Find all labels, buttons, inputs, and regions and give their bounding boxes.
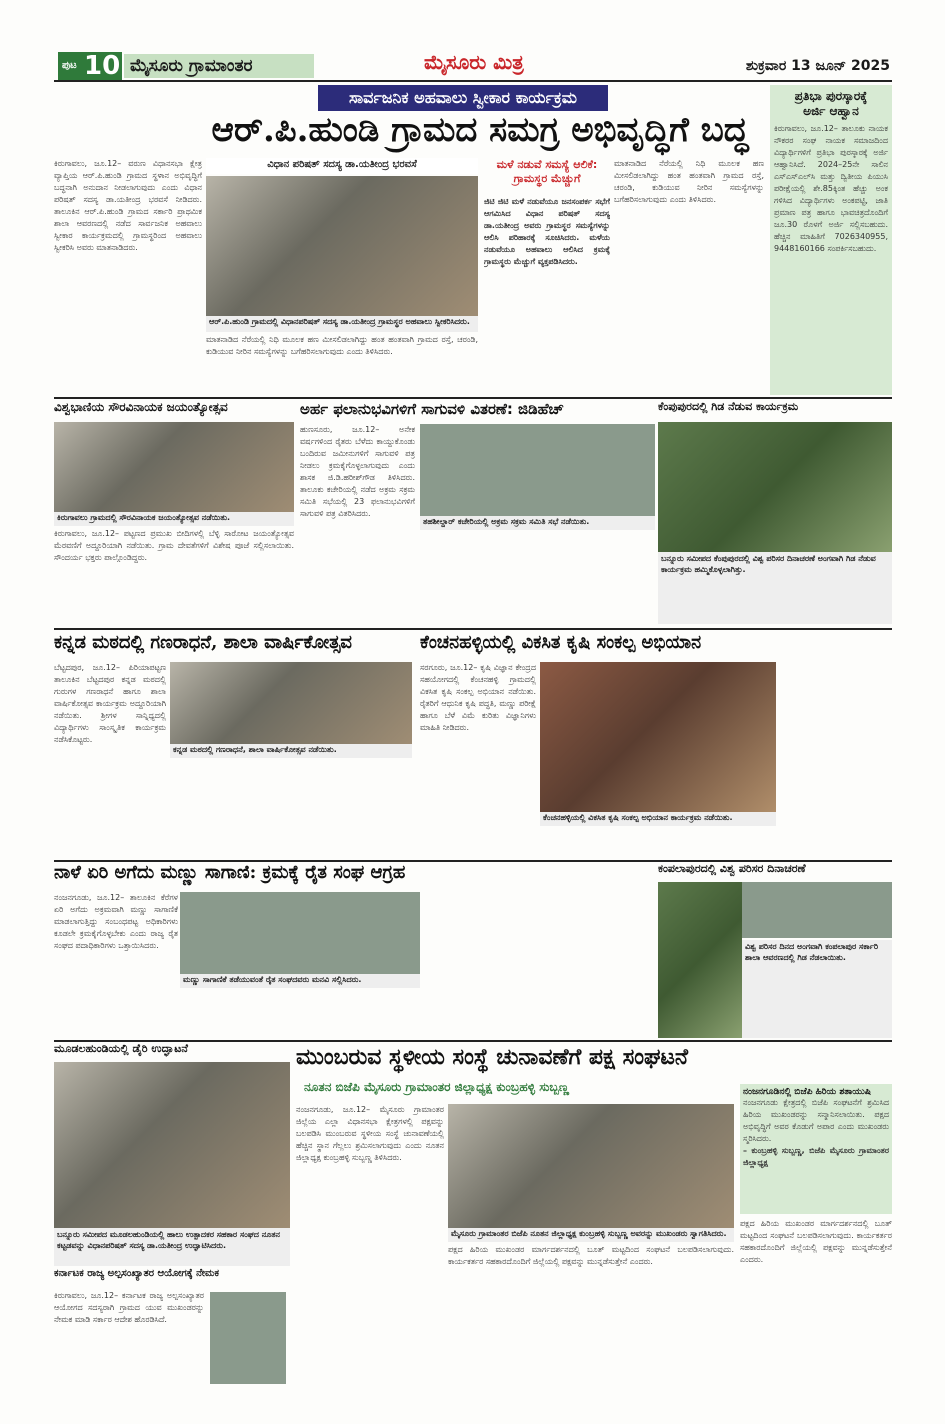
row5-c-subtitle: ನೂತನ ಬಿಜೆಪಿ ಮೈಸೂರು ಗ್ರಾಮಾಂತರ ಜಿಲ್ಲಾಧ್ಯಕ್ಷ ಕುಂಬ್ರಹಳ್ಳಿ ಸುಬ್ಬಣ್ಣ — [304, 1080, 570, 1094]
issue-date: ಶುಕ್ರವಾರ 13 ಜೂನ್ 2025 — [745, 58, 890, 74]
row3-b-photo — [540, 662, 776, 812]
lead-side-body: ಜಿಟಿ ಜಿಟಿ ಮಳೆ ನಡುವೆಯೂ ಜನಸಂಪರ್ಕ ಸಭೆಗೆ ಆಗಮಿಸಿದ ವಿಧಾನ ಪರಿಷತ್ ಸದಸ್ಯ ಡಾ.ಯತೀಂದ್ರ ಅವರು ಗ್ರಾಮಸ್ಥರ ಸಮಸ್ಯೆಗಳನ್ನು ಆಲಿಸಿ ಪರಿಹಾರಕ್ಕೆ ಸೂಚಿಸಿದರು. ಮಳೆಯ ನಡುವೆಯೂ ಅಹವಾಲು ಆಲಿಸಿದ ಕ್ರಮಕ್ಕೆ ಗ್ರಾಮಸ್ಥರು ಮೆಚ್ಚುಗೆ ವ್ಯಕ್ತಪಡಿಸಿದರು. — [484, 197, 610, 266]
row5-d-body-2: ಪಕ್ಷದ ಹಿರಿಯ ಮುಖಂಡರ ಮಾರ್ಗದರ್ಶನದಲ್ಲಿ ಬೂತ್ ಮಟ್ಟದಿಂದ ಸಂಘಟನೆ ಬಲಪಡಿಸಲಾಗುವುದು. ಕಾರ್ಯಕರ್ತರ ಸಹಕಾರದೊಂದಿಗೆ ಜಿಲ್ಲೆಯಲ್ಲಿ ಪಕ್ಷವನ್ನು ಮುನ್ನಡೆಸುತ್ತೇನೆ ಎಂದರು. — [740, 1219, 892, 1264]
row5-d-title: ನಂಜನಗೂಡಿನಲ್ಲಿ ಬಿಜೆಪಿ ಹಿರಿಯ ಶತಾಯುಷಿ — [743, 1087, 871, 1097]
row2-c-title: ಕೆಂಪುಪುರದಲ್ಲಿ ಗಿಡ ನೆಡುವ ಕಾರ್ಯಕ್ರಮ — [658, 400, 799, 413]
row3-b-title: ಕೆಂಚನಹಳ್ಳಿಯಲ್ಲಿ ವಿಕಸಿತ ಕೃಷಿ ಸಂಕಲ್ಪ ಅಭಿಯಾನ — [420, 632, 702, 653]
row5-a-caption: ಬನ್ನೂರು ಸಮೀಪದ ಮೂಡಲಹುಂಡಿಯಲ್ಲಿ ಹಾಲು ಉತ್ಪಾದಕರ ಸಹಕಾರ ಸಂಘದ ನೂತನ ಕಟ್ಟಡವನ್ನು ವಿಧಾನಪರಿಷತ್ ಸದಸ್ಯ ಡಾ.ಯತೀಂದ್ರ ಉದ್ಘಾಟಿಸಿದರು. — [54, 1228, 290, 1266]
row4-b-photo-1 — [658, 882, 742, 1038]
row5-a-title: ಮೂಡಲಹುಂಡಿಯಲ್ಲಿ ಡೈರಿ ಉದ್ಘಾಟನೆ — [54, 1042, 188, 1055]
row3-a-title: ಕನ್ನಡ ಮಠದಲ್ಲಿ ಗಣರಾಧನೆ, ಶಾಲಾ ವಾರ್ಷಿಕೋತ್ಸವ — [54, 632, 352, 653]
lead-side-head: ಮಳೆ ನಡುವೆ ಸಮಸ್ಯೆ ಆಲಿಕೆ: ಗ್ರಾಮಸ್ಥರ ಮೆಚ್ಚುಗೆ — [496, 158, 598, 185]
row5-c-body-2: ಪಕ್ಷದ ಹಿರಿಯ ಮುಖಂಡರ ಮಾರ್ಗದರ್ಶನದಲ್ಲಿ ಬೂತ್ ಮಟ್ಟದಿಂದ ಸಂಘಟನೆ ಬಲಪಡಿಸಲಾಗುವುದು. ಕಾರ್ಯಕರ್ತರ ಸಹಕಾರದೊಂದಿಗೆ ಜಿಲ್ಲೆಯಲ್ಲಿ ಪಕ್ಷವನ್ನು ಮುನ್ನಡೆಸುತ್ತೇನೆ ಎಂದರು. — [448, 1245, 734, 1266]
row4-a-body: ನಂಜನಗೂಡು, ಜೂ.12– ತಾಲೂಕಿನ ಕೆರೆಗಳ ಏರಿ ಅಗೆದು ಅಕ್ರಮವಾಗಿ ಮಣ್ಣು ಸಾಗಾಣಿಕೆ ಮಾಡಲಾಗುತ್ತಿದ್ದು ಸಂಬಂಧಪಟ್ಟ ಅಧಿಕಾರಿಗಳು ಕೂಡಲೇ ಕ್ರಮಕೈಗೊಳ್ಳಬೇಕು ಎಂದು ರಾಜ್ಯ ರೈತ ಸಂಘದ ಪದಾಧಿಕಾರಿಗಳು ಒತ್ತಾಯಿಸಿದರು. — [54, 893, 178, 950]
row3-b-caption: ಕೆಂಚನಹಳ್ಳಿಯಲ್ಲಿ ವಿಕಸಿತ ಕೃಷಿ ಸಂಕಲ್ಪ ಅಭಿಯಾನ ಕಾರ್ಯಕ್ರಮ ನಡೆಯಿತು. — [540, 812, 776, 826]
lead-photo-title: ವಿಧಾನ ಪರಿಷತ್ ಸದಸ್ಯ ಡಾ.ಯತೀಂದ್ರ ಭರವಸೆ — [206, 158, 478, 174]
row2-b-caption: ತಹಶೀಲ್ದಾರ್ ಕಚೇರಿಯಲ್ಲಿ ಅಕ್ರಮ ಸಕ್ರಮ ಸಮಿತಿ ಸಭೆ ನಡೆಯಿತು. — [420, 516, 655, 530]
lead-body-2: ಮಾತನಾಡಿದ ನೆರೆಯಲ್ಲಿ ನಿಧಿ ಮೂಲಕ ಹಣ ಮೀಸಲಿಡಲಾಗಿದ್ದು ಹಂತ ಹಂತವಾಗಿ ಗ್ರಾಮದ ರಸ್ತೆ, ಚರಂಡಿ, ಕುಡಿಯುವ ನೀರಿನ ಸಮಸ್ಯೆಗಳನ್ನು ಬಗೆಹರಿಸಲಾಗುವುದು ಎಂದು ತಿಳಿಸಿದರು. — [206, 335, 478, 356]
award-sidebar — [770, 85, 892, 395]
row2-c-photo — [658, 422, 892, 552]
row2-a-title: ವಿಶ್ವಭಾಣಿಯ ಸೌರವಿನಾಯಕ ಜಯಂತ್ಯೋತ್ಸವ — [54, 400, 228, 414]
row5-d-body: ನಂಜನಗೂಡು ಕ್ಷೇತ್ರದಲ್ಲಿ ಬಿಜೆಪಿ ಸಂಘಟನೆಗೆ ಶ್ರಮಿಸಿದ ಹಿರಿಯ ಮುಖಂಡರನ್ನು ಸನ್ಮಾನಿಸಲಾಯಿತು. ಪಕ್ಷದ ಅಭಿವೃದ್ಧಿಗೆ ಅವರ ಕೊಡುಗೆ ಅಪಾರ ಎಂದು ಮುಖಂಡರು ಸ್ಮರಿಸಿದರು. — [743, 1098, 889, 1143]
row4-a-caption: ಮಣ್ಣು ಸಾಗಾಣಿಕೆ ತಡೆಯುವಂತೆ ರೈತ ಸಂಘದವರು ಮನವಿ ಸಲ್ಲಿಸಿದರು. — [180, 974, 420, 988]
row2-b-body: ಹುಣಸೂರು, ಜೂ.12– ಅನೇಕ ವರ್ಷಗಳಿಂದ ರೈತರು ಬೆಳೆದು ಕಾಯ್ದುಕೊಂಡು ಬಂದಿರುವ ಜಮೀನುಗಳಿಗೆ ಸಾಗುವಳಿ ಪತ್ರ ನೀಡಲು ಕ್ರಮಕೈಗೊಳ್ಳಲಾಗುವುದು ಎಂದು ಶಾಸಕ ಜಿ.ಡಿ.ಹರೀಶ್‌ಗೌಡ ತಿಳಿಸಿದರು. ತಾಲೂಕು ಕಚೇರಿಯಲ್ಲಿ ನಡೆದ ಅಕ್ರಮ ಸಕ್ರಮ ಸಮಿತಿ ಸಭೆಯಲ್ಲಿ 23 ಫಲಾನುಭವಿಗಳಿಗೆ ಸಾಗುವಳಿ ಪತ್ರ ವಿತರಿಸಿದರು. — [300, 425, 415, 518]
lead-side-body-2: ಮಾತನಾಡಿದ ನೆರೆಯಲ್ಲಿ ನಿಧಿ ಮೂಲಕ ಹಣ ಮೀಸಲಿಡಲಾಗಿದ್ದು ಹಂತ ಹಂತವಾಗಿ ಗ್ರಾಮದ ರಸ್ತೆ, ಚರಂಡಿ, ಕುಡಿಯುವ ನೀರಿನ ಸಮಸ್ಯೆಗಳನ್ನು ಬಗೆಹರಿಸಲಾಗುವುದು ಎಂದು ತಿಳಿಸಿದರು. — [614, 159, 764, 204]
page-number: 10 — [84, 52, 121, 80]
row4-a-title: ನಾಳೆ ಏರಿ ಅಗೆದು ಮಣ್ಣು ಸಾಗಾಣಿ: ಕ್ರಮಕ್ಕೆ ರೈತ ಸಂಘ ಆಗ್ರಹ — [54, 862, 406, 883]
masthead-logo: ಮೈಸೂರು ಮಿತ್ರ — [424, 50, 524, 74]
row2-a-caption: ಕಿರುಗಾವಲು ಗ್ರಾಮದಲ್ಲಿ ಸೌರವಿನಾಯಕ ಜಯಂತ್ಯೋತ್ಸವ ನಡೆಯಿತು. — [54, 512, 294, 526]
row2-b-photo — [420, 424, 655, 516]
row5-b-photo — [210, 1292, 286, 1384]
row4-a-photo — [180, 892, 420, 974]
row5-b-body: ಕಿರುಗಾವಲು, ಜೂ.12– ಕರ್ನಾಟಕ ರಾಜ್ಯ ಅಲ್ಪಸಂಖ್ಯಾತರ ಆಯೋಗದ ಸದಸ್ಯರಾಗಿ ಗ್ರಾಮದ ಯುವ ಮುಖಂಡರನ್ನು ನೇಮಕ ಮಾಡಿ ಸರ್ಕಾರ ಆದೇಶ ಹೊರಡಿಸಿದೆ. — [54, 1291, 204, 1324]
row5-a-photo — [54, 1062, 290, 1228]
award-title-2: ಅರ್ಜಿ ಆಹ್ವಾನ — [803, 104, 859, 118]
lead-kicker: ಸಾರ್ವಜನಿಕ ಅಹವಾಲು ಸ್ವೀಕಾರ ಕಾರ್ಯಕ್ರಮ — [318, 85, 608, 111]
row2-a-photo — [54, 422, 294, 512]
row5-c-photo — [448, 1104, 734, 1228]
row2-a-body: ಕಿರುಗಾವಲು, ಜೂ.12– ಪಟ್ಟಣದ ಪ್ರಮುಖ ಬೀದಿಗಳಲ್ಲಿ ಬೆಳ್ಳಿ ಸಾರೋಟ ಜಯಂತ್ಯೋತ್ಸವ ಮೆರವಣಿಗೆ ಅದ್ದೂರಿಯಾಗಿ ನಡೆಯಿತು. ಗ್ರಾಮ ದೇವತೆಗಳಿಗೆ ವಿಶೇಷ ಪೂಜೆ ಸಲ್ಲಿಸಲಾಯಿತು. ಸೌಂದರ್ಯ ಭಕ್ತರು ಪಾಲ್ಗೊಂಡಿದ್ದರು. — [54, 529, 294, 562]
row5-d-quote: – ಕುಂಬ್ರಹಳ್ಳಿ ಸುಬ್ಬಣ್ಣ, ಬಿಜೆಪಿ ಮೈಸೂರು ಗ್ರಾಮಾಂತರ ಜಿಲ್ಲಾಧ್ಯಕ್ಷ — [743, 1146, 889, 1167]
row3-a-photo — [170, 662, 412, 744]
lead-body: ಕಿರುಗಾವಲು, ಜೂ.12– ವರುಣ ವಿಧಾನಸಭಾ ಕ್ಷೇತ್ರ ವ್ಯಾಪ್ತಿಯ ಆರ್.ಪಿ.ಹುಂಡಿ ಗ್ರಾಮದ ಸ್ಥಳಾನ ಅಭಿವೃದ್ಧಿಗೆ ಬದ್ಧನಾಗಿ ಅನುದಾನ ನೀಡಲಾಗುವುದು ಎಂದು ವಿಧಾನ ಪರಿಷತ್ ಸದಸ್ಯ ಡಾ.ಯತೀಂದ್ರ ಭರವಸೆ ನೀಡಿದರು. ತಾಲೂಕಿನ ಆರ್.ಪಿ.ಹುಂಡಿ ಗ್ರಾಮದ ಸರ್ಕಾರಿ ಪ್ರಾಥಮಿಕ ಶಾಲಾ ಆವರಣದಲ್ಲಿ ನಡೆದ ಸಾರ್ವಜನಿಕ ಅಹವಾಲು ಸ್ವೀಕಾರ ಕಾರ್ಯಕ್ರಮದಲ್ಲಿ ಗ್ರಾಮಸ್ಥರಿಂದ ಅಹವಾಲು ಸ್ವೀಕರಿಸಿ ಅವರು ಮಾತನಾಡಿದರು. — [54, 159, 202, 252]
lead-photo-caption: ಆರ್.ಪಿ.ಹುಂಡಿ ಗ್ರಾಮದಲ್ಲಿ ವಿಧಾನಪರಿಷತ್ ಸದಸ್ಯ ಡಾ.ಯತೀಂದ್ರ ಗ್ರಾಮಸ್ಥರ ಅಹವಾಲು ಸ್ವೀಕರಿಸಿದರು. — [206, 316, 478, 332]
section-title: ಮೈಸೂರು ಗ್ರಾಮಾಂತರ — [124, 54, 314, 78]
row3-a-body: ಬೆಟ್ಟದಪುರ, ಜೂ.12– ಪಿರಿಯಾಪಟ್ಟಣ ತಾಲೂಕಿನ ಬೆಟ್ಟದಪುರ ಕನ್ನಡ ಮಠದಲ್ಲಿ ಗುರುಗಳ ಗಣರಾಧನೆ ಹಾಗೂ ಶಾಲಾ ವಾರ್ಷಿಕೋತ್ಸವ ಕಾರ್ಯಕ್ರಮ ಅದ್ದೂರಿಯಾಗಿ ನಡೆಯಿತು. ಶ್ರೀಗಳ ಸಾನ್ನಿಧ್ಯದಲ್ಲಿ ವಿದ್ಯಾರ್ಥಿಗಳು ಸಾಂಸ್ಕೃತಿಕ ಕಾರ್ಯಕ್ರಮ ನಡೆಸಿಕೊಟ್ಟರು. — [54, 663, 166, 744]
row5-d-box — [740, 1084, 892, 1214]
row3-b-body: ಸರಗೂರು, ಜೂ.12– ಕೃಷಿ ವಿಜ್ಞಾನ ಕೇಂದ್ರದ ಸಹಯೋಗದಲ್ಲಿ ಕೆಂಚನಹಳ್ಳಿ ಗ್ರಾಮದಲ್ಲಿ ವಿಕಸಿತ ಕೃಷಿ ಸಂಕಲ್ಪ ಅಭಿಯಾನ ನಡೆಯಿತು. ರೈತರಿಗೆ ಆಧುನಿಕ ಕೃಷಿ ಪದ್ಧತಿ, ಮಣ್ಣು ಪರೀಕ್ಷೆ ಹಾಗೂ ಬೆಳೆ ವಿಮೆ ಕುರಿತು ವಿಜ್ಞಾನಿಗಳು ಮಾಹಿತಿ ನೀಡಿದರು. — [420, 663, 536, 732]
divider — [54, 628, 892, 630]
page-number-box — [58, 52, 122, 80]
row5-c-body-1: ನಂಜನಗೂಡು, ಜೂ.12– ಮೈಸೂರು ಗ್ರಾಮಾಂತರ ಜಿಲ್ಲೆಯ ಎಲ್ಲಾ ವಿಧಾನಸಭಾ ಕ್ಷೇತ್ರಗಳಲ್ಲಿ ಪಕ್ಷವನ್ನು ಬಲಪಡಿಸಿ ಮುಂಬರುವ ಸ್ಥಳೀಯ ಸಂಸ್ಥೆ ಚುನಾವಣೆಯಲ್ಲಿ ಹೆಚ್ಚಿನ ಸ್ಥಾನ ಗೆಲ್ಲಲು ಶ್ರಮಿಸಲಾಗುವುದು ಎಂದು ನೂತನ ಜಿಲ್ಲಾಧ್ಯಕ್ಷ ಕುಂಬ್ರಹಳ್ಳಿ ಸುಬ್ಬಣ್ಣ ತಿಳಿಸಿದರು. — [296, 1105, 444, 1162]
award-body: ಕಿರುಗಾವಲು, ಜೂ.12– ತಾಲೂಕು ನಾಯಕ ನೌಕರರ ಸಂಘ ನಾಯಕ ಸಮಾಜದಿಂದ ವಿದ್ಯಾರ್ಥಿಗಳಿಗೆ ಪ್ರತಿಭಾ ಪುರಸ್ಕಾರಕ್ಕೆ ಅರ್ಜಿ ಆಹ್ವಾನಿಸಿದೆ. 2024–25ನೇ ಸಾಲಿನ ಎಸ್‌ಎಸ್‌ಎಲ್‌ಸಿ ಮತ್ತು ದ್ವಿತೀಯ ಪಿಯುಸಿ ಪರೀಕ್ಷೆಯಲ್ಲಿ ಶೇ.85ಕ್ಕಿಂತ ಹೆಚ್ಚು ಅಂಕ ಗಳಿಸಿದ ವಿದ್ಯಾರ್ಥಿಗಳು ಅಂಕಪಟ್ಟಿ, ಜಾತಿ ಪ್ರಮಾಣ ಪತ್ರ ಹಾಗೂ ಭಾವಚಿತ್ರದೊಂದಿಗೆ ಜೂ.30 ರೊಳಗೆ ಅರ್ಜಿ ಸಲ್ಲಿಸಬಹುದು. ಹೆಚ್ಚಿನ ಮಾಹಿತಿಗೆ 7026340955, 9448160166 ಸಂಪರ್ಕಿಸಬಹುದು. — [774, 124, 888, 253]
row2-b-title: ಅರ್ಹ ಫಲಾನುಭವಿಗಳಿಗೆ ಸಾಗುವಳಿ ವಿತರಣೆ: ಜಿಡಿಹೆಚ್ — [300, 400, 564, 418]
page-label: ಪುಟ — [62, 60, 77, 71]
row4-b-title: ಕಂಪಲಾಪುರದಲ್ಲಿ ವಿಶ್ವ ಪರಿಸರ ದಿನಾಚರಣೆ — [658, 862, 806, 875]
award-title-1: ಪ್ರತಿಭಾ ಪುರಸ್ಕಾರಕ್ಕೆ — [794, 89, 868, 103]
row3-a-caption: ಕನ್ನಡ ಮಠದಲ್ಲಿ ಗಣರಾಧನೆ, ಶಾಲಾ ವಾರ್ಷಿಕೋತ್ಸವ ನಡೆಯಿತು. — [170, 744, 412, 758]
lead-headline: ಆರ್.ಪಿ.ಹುಂಡಿ ಗ್ರಾಮದ ಸಮಗ್ರ ಅಭಿವೃದ್ಧಿಗೆ ಬದ್ಧ — [211, 110, 749, 150]
row4-b-photo-2 — [742, 882, 892, 938]
row5-c-title: ಮುಂಬರುವ ಸ್ಥಳೀಯ ಸಂಸ್ಥೆ ಚುನಾವಣೆಗೆ ಪಕ್ಷ ಸಂಘಟನೆ — [296, 1044, 689, 1070]
row2-c-caption: ಬನ್ನೂರು ಸಮೀಪದ ಕೆಂಪುಪುರದಲ್ಲಿ ವಿಶ್ವ ಪರಿಸರ ದಿನಾಚರಣೆ ಅಂಗವಾಗಿ ಗಿಡ ನೆಡುವ ಕಾರ್ಯಕ್ರಮ ಹಮ್ಮಿಕೊಳ್ಳಲಾಗಿತ್ತು. — [658, 552, 892, 624]
divider — [54, 397, 892, 399]
row5-b-title: ಕರ್ನಾಟಕ ರಾಜ್ಯ ಅಲ್ಪಸಂಖ್ಯಾತರ ಆಯೋಗಕ್ಕೆ ನೇಮಕ — [54, 1268, 220, 1279]
lead-photo — [206, 176, 478, 316]
row5-c-caption: ಮೈಸೂರು ಗ್ರಾಮಾಂತರ ಬಿಜೆಪಿ ನೂತನ ಜಿಲ್ಲಾಧ್ಯಕ್ಷ ಕುಂಬ್ರಹಳ್ಳಿ ಸುಬ್ಬಣ್ಣ ಅವರನ್ನು ಮುಖಂಡರು ಸ್ವಾಗತಿಸಿದರು. — [448, 1228, 734, 1242]
row4-b-caption: ವಿಶ್ವ ಪರಿಸರ ದಿನದ ಅಂಗವಾಗಿ ಕಂಪಲಾಪುರ ಸರ್ಕಾರಿ ಶಾಲಾ ಆವರಣದಲ್ಲಿ ಗಿಡ ನೆಡಲಾಯಿತು. — [742, 940, 892, 1038]
